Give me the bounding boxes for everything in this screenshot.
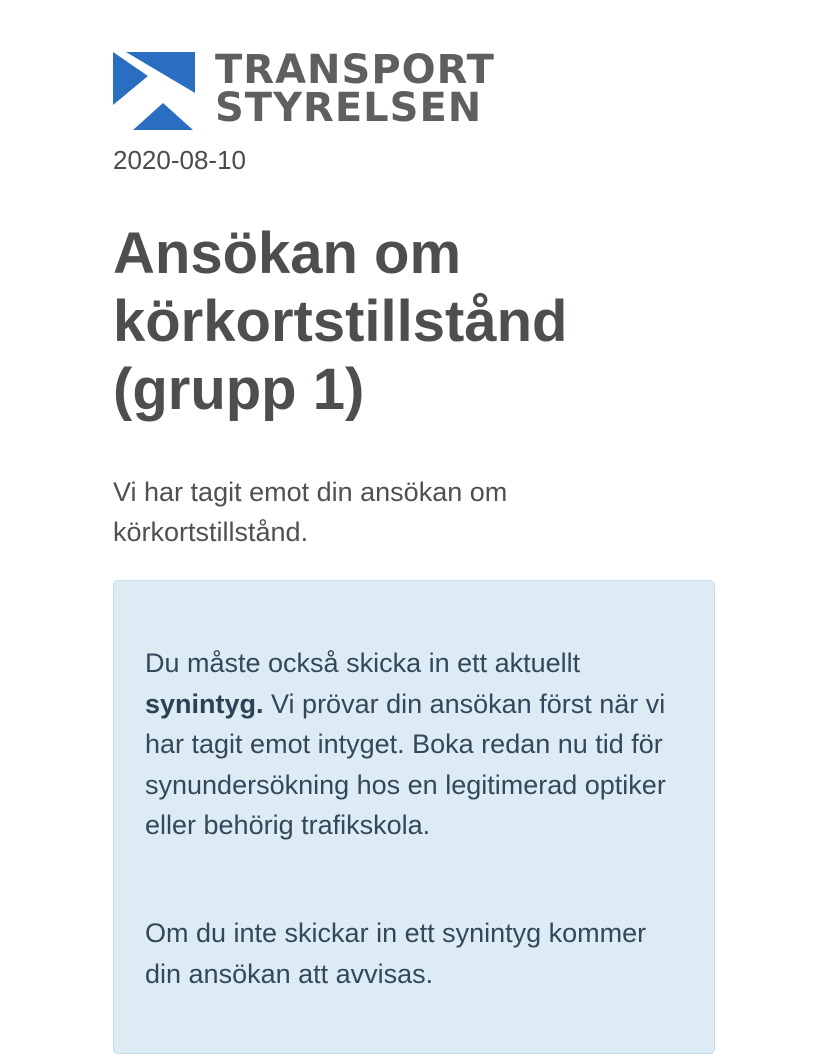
transportstyrelsen-logo — [113, 47, 495, 132]
logo-line-1: TRANSPORT — [215, 47, 495, 93]
notice-text-start: Du måste också skicka in ett aktuellt — [145, 648, 581, 678]
document-date: 2020-08-10 — [113, 145, 246, 175]
notice-paragraph-2: Om du inte skickar in ett synintyg kommer din ansökan att avvisas. — [145, 918, 647, 989]
transportstyrelsen-logo-icon — [113, 50, 195, 132]
logo-wordmark — [215, 47, 495, 131]
intro-text: Vi har tagit emot din ansökan om körkortstillstånd. — [113, 477, 508, 547]
notice-text-end: Vi prövar din ansökan först när vi har tagit emot intyget. Boka redan nu tid för synundersökning hos en legitimerad optiker eller behörig trafikskola. — [145, 688, 666, 840]
page-title: Ansökan om körkortstillstånd (grupp 1) — [113, 221, 568, 422]
logo-line-2: STYRELSEN — [215, 85, 483, 131]
notice-paragraph-1 — [145, 643, 685, 846]
notice-box — [113, 580, 715, 1054]
notice-emphasis: synintyg. — [145, 688, 264, 719]
